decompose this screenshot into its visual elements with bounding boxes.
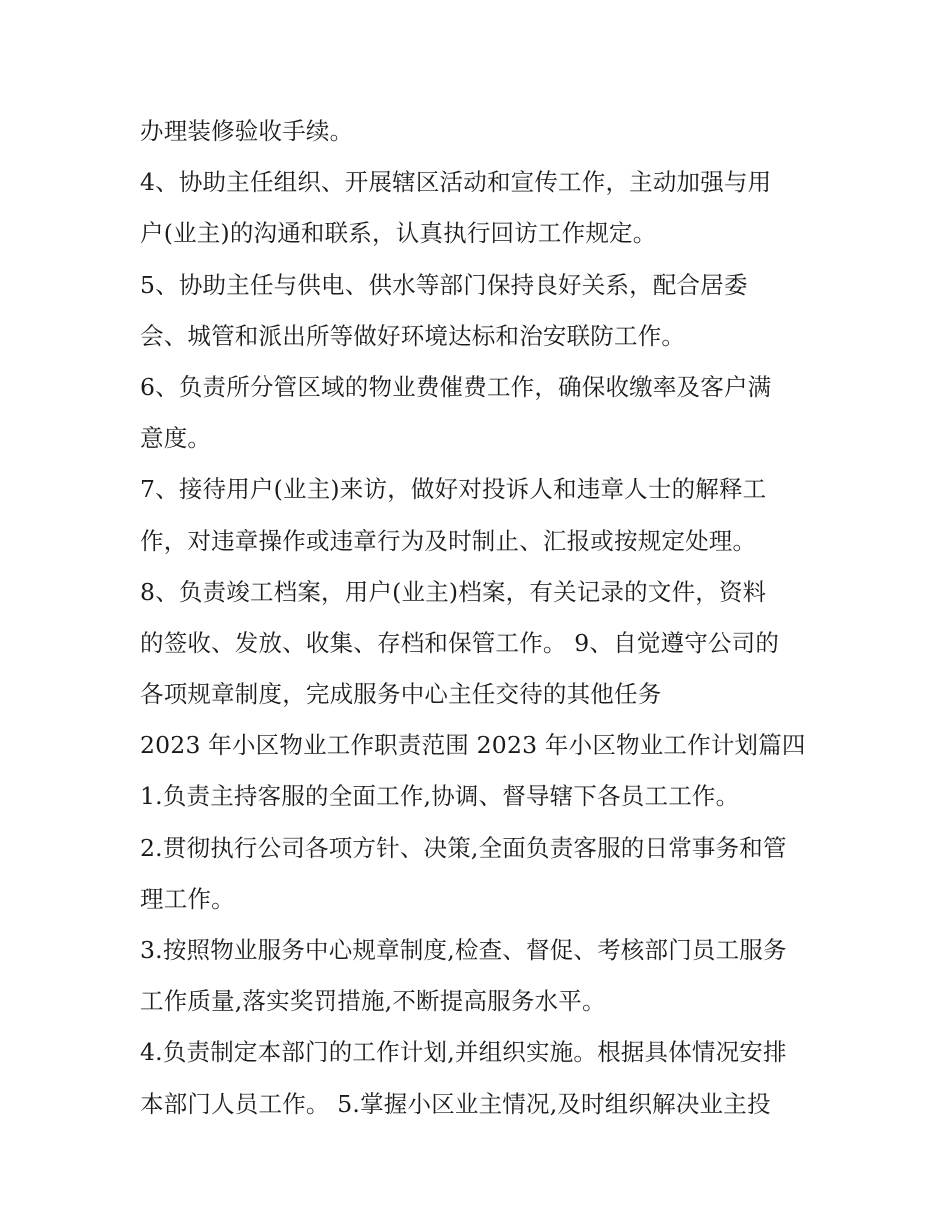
text-line: 7、接待用户(业主)来访，做好对投诉人和违章人士的解释工 [140, 475, 767, 504]
text-line: 5、协助主任与供电、供水等部门保持良好关系，配合居委 [140, 270, 748, 299]
text-line: 6、负责所分管区域的物业费催费工作，确保收缴率及客户满 [140, 372, 772, 401]
text-line: 1.负责主持客服的全面工作,协调、督导辖下各员工工作。 [140, 782, 740, 811]
body-text [140, 106, 820, 1130]
text-line: 办理装修验收手续。 [140, 117, 354, 145]
text-line: 的签收、发放、收集、存档和保管工作。 9、自觉遵守公司的 [140, 628, 780, 657]
text-line: 4、协助主任组织、开展辖区活动和宣传工作，主动加强与用 [140, 168, 772, 197]
text-line: 8、负责竣工档案，用户(业主)档案，有关记录的文件，资料 [140, 577, 767, 606]
text-line: 意度。 [140, 424, 212, 453]
text-line: 理工作。 [140, 884, 235, 913]
text-line: 4.负责制定本部门的工作计划,并组织实施。根据具体情况安排 [140, 1038, 787, 1067]
text-line: 3.按照物业服务中心规章制度,检查、督促、考核部门员工服务 [140, 936, 787, 964]
text-line: 作，对违章操作或违章行为及时制止、汇报或按规定处理。 [140, 526, 757, 555]
text-line: 户(业主)的沟通和联系，认真执行回访工作规定。 [140, 219, 657, 248]
text-line: 本部门人员工作。 5.掌握小区业主情况,及时组织解决业主投 [140, 1089, 771, 1118]
text-line: 工作质量,落实奖罚措施,不断提高服务水平。 [140, 987, 606, 1016]
text-line: 会、城管和派出所等做好环境达标和治安联防工作。 [140, 321, 686, 350]
text-line: 2.贯彻执行公司各项方针、决策,全面负责客服的日常事务和管 [140, 833, 787, 862]
section-heading: 2023 年小区物业工作职责范围 2023 年小区物业工作计划篇四 [140, 731, 806, 760]
text-line: 各项规章制度，完成服务中心主任交待的其他任务 [140, 680, 662, 709]
